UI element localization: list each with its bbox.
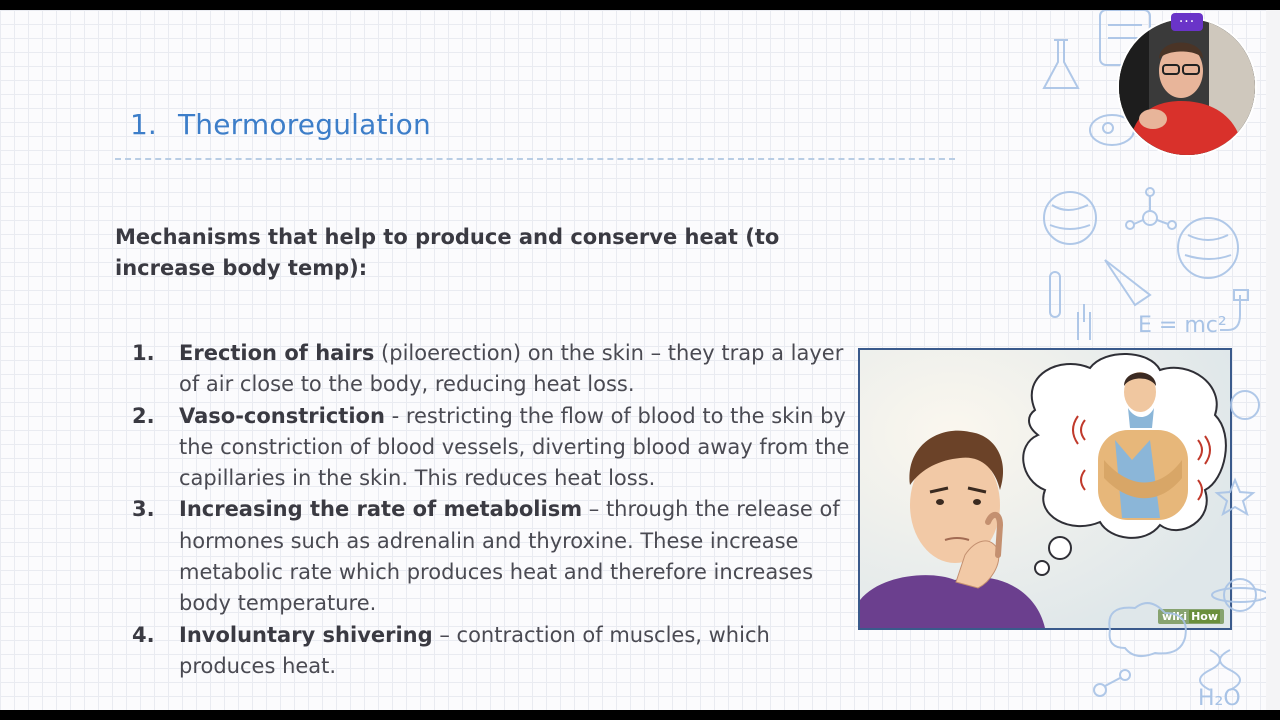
globe-icon xyxy=(1044,192,1096,244)
window-edge xyxy=(1266,10,1280,710)
presenter-webcam[interactable] xyxy=(1117,17,1257,157)
more-options-button[interactable]: ··· xyxy=(1171,13,1203,31)
list-item xyxy=(132,338,852,401)
list-item-description: (piloerection) on the skin – they trap a layer of air close to the body, reducing heat loss. xyxy=(179,341,844,397)
list-item-description: – through the release of hormones such as adrenalin and thyroxine. These increase metabolic rate which produces heat and therefore increases body temperature. xyxy=(179,497,840,616)
heading-divider xyxy=(115,158,955,160)
slide xyxy=(0,10,1266,710)
heading-title: Thermoregulation xyxy=(178,108,431,141)
list-item-term: Vaso-constriction xyxy=(179,403,385,428)
list-item-term: Erection of hairs xyxy=(179,341,375,365)
water-doodle: H₂O xyxy=(1198,686,1241,710)
list-item-number: 3. xyxy=(132,497,155,522)
list-item-number: 1. xyxy=(132,341,155,365)
list-item-description: - restricting the flow of blood to the skin by the constriction of blood vessels, diverting blood away from the capillaries in the skin. This reduces heat loss. xyxy=(179,403,850,491)
slide-heading xyxy=(130,108,431,158)
presenter-video xyxy=(1119,19,1255,155)
formula-doodle: E = mc² xyxy=(1138,313,1227,338)
list-item xyxy=(132,401,852,495)
wikihow-watermark: wiki How xyxy=(1158,609,1224,624)
heading-number: 1. xyxy=(130,108,157,141)
intro-text: Mechanisms that help to produce and conserve heat (to increase body temp): xyxy=(115,225,780,280)
list-item-number: 4. xyxy=(132,622,155,647)
list-item-number: 2. xyxy=(132,403,155,428)
list-item-description: – contraction of muscles, which produces heat. xyxy=(179,622,770,678)
flask-icon xyxy=(1044,40,1078,88)
list-item xyxy=(132,620,852,683)
list-item-term: Involuntary shivering xyxy=(179,622,433,647)
list-item xyxy=(132,494,852,619)
list-item-term: Increasing the rate of metabolism xyxy=(179,497,583,522)
mechanism-list xyxy=(132,338,852,682)
